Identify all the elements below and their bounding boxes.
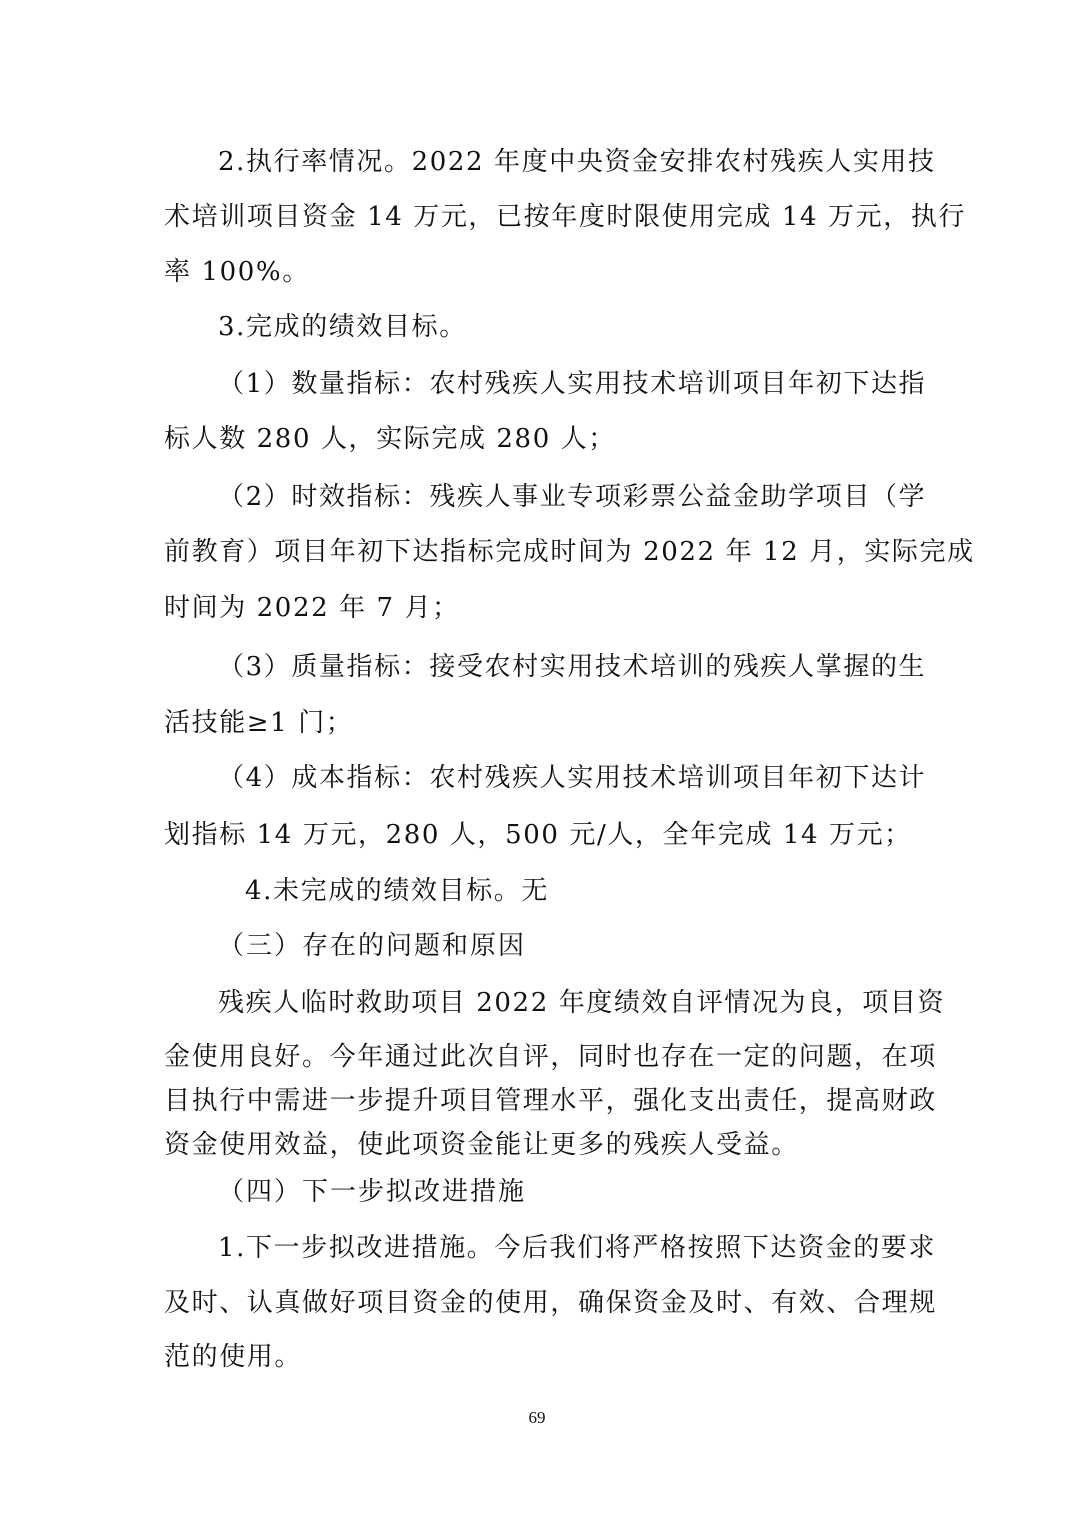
paragraph-line: 目执行中需进一步提升项目管理水平，强化支出责任，提高财政 — [164, 1086, 937, 1116]
paragraph-line: （4）成本指标：农村残疾人实用技术培训项目年初下达计 — [218, 763, 927, 793]
paragraph-line: 划指标 14 万元，280 人，500 元/人，全年完成 14 万元； — [164, 820, 912, 850]
paragraph-line: 金使用良好。今年通过此次自评，同时也存在一定的问题，在项 — [164, 1042, 937, 1072]
paragraph-line: 2.执行率情况。2022 年度中央资金安排农村残疾人实用技 — [218, 147, 936, 177]
paragraph-line: 率 100%。 — [164, 257, 310, 287]
paragraph-line: 前教育）项目年初下达指标完成时间为 2022 年 12 月，实际完成 — [164, 537, 975, 567]
section-heading: （四）下一步拟改进措施 — [218, 1177, 527, 1207]
paragraph-line: 及时、认真做好项目资金的使用，确保资金及时、有效、合理规 — [164, 1288, 937, 1318]
paragraph-line: 时间为 2022 年 7 月； — [164, 593, 460, 623]
paragraph-line: 活技能≥1 门； — [164, 708, 354, 738]
paragraph-line: （3）质量指标：接受农村实用技术培训的残疾人掌握的生 — [218, 652, 927, 682]
paragraph-line: 残疾人临时救助项目 2022 年度绩效自评情况为良，项目资 — [218, 988, 946, 1018]
subsection-title: 4.未完成的绩效目标。无 — [245, 876, 550, 906]
section-heading: （三）存在的问题和原因 — [218, 931, 527, 961]
paragraph-line: （1）数量指标：农村残疾人实用技术培训项目年初下达指 — [218, 369, 927, 399]
paragraph-line: 1.下一步拟改进措施。今后我们将严格按照下达资金的要求 — [218, 1233, 937, 1263]
paragraph-line: 资金使用效益，使此项资金能让更多的残疾人受益。 — [164, 1130, 799, 1160]
paragraph-line: 标人数 280 人，实际完成 280 人； — [164, 424, 616, 454]
paragraph-line: 范的使用。 — [164, 1342, 303, 1372]
subsection-title: 3.完成的绩效目标。 — [218, 312, 467, 342]
paragraph-line: （2）时效指标：残疾人事业专项彩票公益金助学项目（学 — [218, 482, 927, 512]
page-number: 69 — [528, 1408, 546, 1427]
paragraph-line: 术培训项目资金 14 万元，已按年度时限使用完成 14 万元，执行 — [164, 202, 967, 232]
